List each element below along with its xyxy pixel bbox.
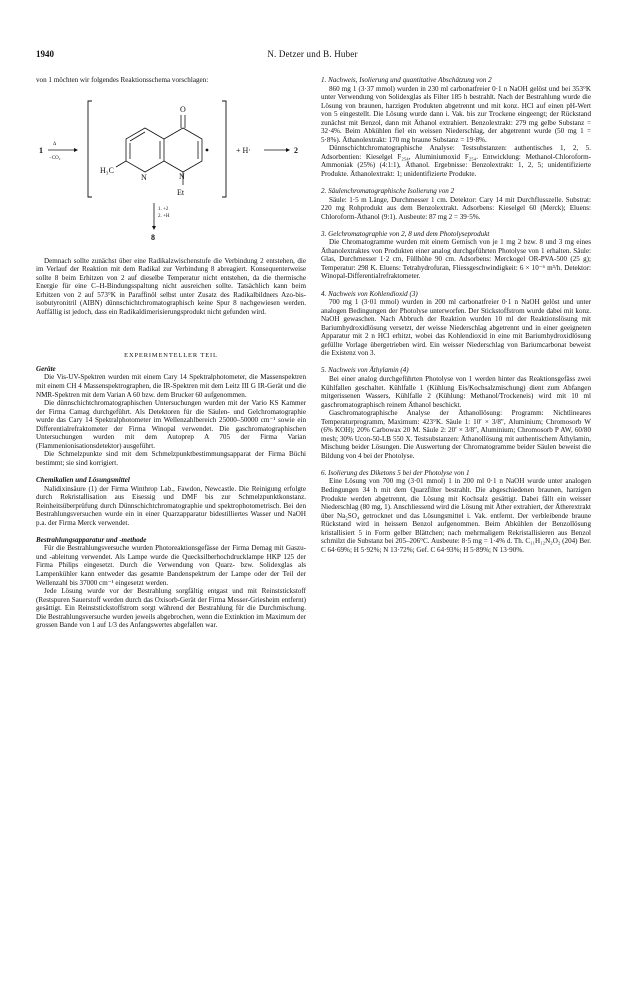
section-2-title: 2. Säulenchromatographische Isolierung von 2 [321, 187, 455, 196]
scheme-atom-h3c: H₃C [100, 165, 114, 175]
section-6-title: 6. Isolierung des Diketons 5 bei der Photolyse von 1 [321, 468, 470, 477]
chemikalien-paragraph: Nalidixinsäure (1) der Firma Winthrop Lab., Fawdon, Newcastle. Die Reinigung erfolgte durch Rekristallisation aus Eisessig und DMF bis zur Schmelzpunktkonstanz. Reinheitsüberprüfung durch Dünnschichtchromatographie und spektrophotometrisch. Bei den Bestrahlungsversuchen wurde ein in einer Quarzapparatur bidestilliertes Wasser und NaOH p.a. der Firma Merck verwendet. [36, 484, 306, 527]
scheme-result-label: 8 [151, 232, 155, 241]
scheme-product-label: 2 [294, 145, 298, 155]
geraete-title: Geräte [36, 364, 56, 373]
discussion-paragraph: Demnach sollte zunächst über eine Radikalzwischenstufe die Verbindung 2 entstehen, die im Verlauf der Reaktion mit dem Radikal zur Verbindung 8 abreagiert. Konsequenterweise sollte 8 beim Erhitzen von 2 auf dieselbe Temperatur nicht entstehen, da die thermische Energie für eine C–H-Bindungsspaltung nicht ausreichen sollte. Tatsächlich kann beim Erhitzen von 2 auf 573°K in Paraffinöl selbst unter Zusatz des Radikalbildners Azo-bis-isobutyronitril (AIBN) dünnschichtchromatographisch keine Spur 8 nachgewiesen werden. Auffällig ist jedoch, dass ein Radikaldimerisierungsprodukt nicht gefunden wird. [36, 256, 306, 316]
chemikalien-title: Chemikalien und Lösungsmittel [36, 475, 130, 484]
scheme-arrow1-bottom: −CO₂ [49, 155, 61, 161]
reaction-scheme-drawing [36, 93, 306, 241]
running-authors: N. Detzer und B. Huber [267, 49, 358, 59]
left-column [36, 76, 306, 630]
scheme-plus-h: + H· [236, 145, 251, 155]
scheme-down-label-2: 2. +H [158, 213, 170, 219]
scheme-arrow1-top: Δ [53, 141, 57, 147]
naphthyridinone-skeleton [116, 115, 202, 185]
section-5-paragraph-2: Gaschromatographische Analyse der Äthanollösung: Programm: Nichtlineares Temperaturprogramm, Maximum: 423°K. Säule 1: 10′ × 3/8″, Aluminium; Chromosorb W (6% KOH); 20% Carbowax 20 M. Säule 2: 20′ × 3/8″, Aluminium; Chromosorb P AW, 60/80 mesh; 30% Ucon-50-LB 550 X. Testsubstanzen: Äthanollösung mit authentischem Äthylamin, Mischung beider Lösungen. Die Auswertung der Chromatogramme beider Säulen beweist die Bildung von 4 bei der Photolyse. [321, 409, 591, 460]
experimental-heading: EXPERIMENTELLER TEIL [124, 352, 218, 360]
geraete-paragraph-2: Die dünnschichtchromatographischen Untersuchungen wurden mit der Vario KS Kammer der Firma Camag durchgeführt. Als Detektoren für die Säulen- und Gelchromatographie wurde das Cary 14 Spektralphotometer im Wellenzahlbereich 25000–50000 cm⁻¹ sowie ein Differentialrefraktometer der Firma Winopal verwendet. Die gaschromatographischen Untersuchungen wurden mit dem Autoprep A 705 der Firma Varian (Flammenionisationsdetektor) ausgeführt. [36, 399, 306, 450]
section-5-title: 5. Nachweis von Äthylamin (4) [321, 366, 409, 375]
section-4-title: 4. Nachweis von Kohlendioxid (3) [321, 289, 418, 298]
scheme-atom-o: O [180, 104, 186, 114]
geraete-paragraph-3: Die Schmelzpunkte sind mit dem Schmelzpunktbestimmungsapparat der Firma Büchi bestimmt; sie sind korrigiert. [36, 450, 306, 467]
reaction-scheme [36, 93, 306, 241]
scheme-down-label-1: 1. +2 [158, 206, 169, 212]
scheme-start-label: 1 [39, 145, 43, 155]
page-number: 1940 [36, 49, 54, 59]
section-1-paragraph-1: 860 mg 1 (3·37 mmol) wurden in 230 ml carbonatfreier 0·1 n NaOH gelöst und bei 353°K unter Verwendung von Solidexglas als Filter 185 h bestrahlt. Nach der Bestrahlung wurde die Lösung von braunen, harzigen Produkten abgetrennt und mit konz. HCl auf einen pH-Wert von 5 eingestellt. Die Lösung wurde dann i. Vak. bis zur Trockene eingeengt; der Rückstand zunächst mit Benzol, dann mit Äthanol extrahiert. Benzolextrakt: 279 mg gelbe Substanz = 32·4%. Beim Abkühlen fiel ein weissen Niederschlag, der abgetrennt wurde (50 mg 1 = 5·8%). Äthanolextrakt: 170 mg braune Substanz = 19·8%. [321, 84, 591, 144]
section-3-paragraph: Die Chromatogramme wurden mit einem Gemisch von je 1 mg 2 bzw. 8 und 3 mg eines Äthanolextraktes von Produkten einer analog durchgeführten Photolyse von 1 erhalten. Säule: Glas, Durchmesser 1·2 cm, Füllhöhe 90 cm. Adsorbens: Merckogel OR-PVA-500 (25 g); Temperatur: 298 K. Eluens: Tetrahydrofuran, Fliessgeschwindigkeit: 6 × 10⁻⁶ m³/h. Detektor: Winopal-Differentialrefraktometer. [321, 238, 591, 281]
section-6-paragraph: Eine Lösung von 700 mg (3·01 mmol) 1 in 200 ml 0·1 n NaOH wurde unter analogen Bedingungen 34 h mit dem Quarzfilter bestrahlt. Die abgeschiedenen braunen, harzigen Produkte werden abgetrennt, die Lösung mit Kochsalz gesättigt. Dabei fällt ein weisser Niederschlag (80 mg, 1). Anschliessend wird die Lösung mit Äther extrahiert, der Ätherextrakt über Na₂SO₄ getrocknet und das Lösungsmittel i. Vak. entfernt. Der verbleibende braune Rückstand wird in heissem Benzol aufgenommen. Beim Abkühlen der Benzollösung kristallisiert 5 in Form gelber Blättchen; nach mehrmaligem Rekristallisieren aus Benzol schmilzt die Substanz bei 205–206°C. Ausbeute: 8·5 mg = 1·4% d. Th. C₁₁H₁₂N₂O₂ (204) Ber. C 64·69%; H 5·92%; N 13·72%; Gef. C 64·93%; H 5·89%; N 13·90%. [321, 477, 591, 554]
bestrahlung-paragraph-2: Jede Lösung wurde vor der Bestrahlung sorgfältig entgast und mit Reinststickstoff (Restspuren Sauerstoff werden durch das Oxisorb-Gerät der Firma Messer-Griesheim entfernt) gesättigt. Ein Reinststickstoffstrom sorgt während der Bestrahlung für die Durchmischung. Die Bestrahlungsversuche wurden jeweils abgebrochen, wenn die Extinktion im Maximum der grossen Bande von 1 auf 1/3 des Anfangswertes abgefallen war. [36, 587, 306, 630]
bestrahlung-paragraph-1: Für die Bestrahlungsversuche wurden Photoreaktionsgefässe der Firma Demag mit Gaszu- und -ableitung verwendet. Als Lampe wurde die Quecksilberhochdrucklampe HKP 125 der Firma Philips eingesetzt. Durch die Verwendung von Quarz- bzw. Solidexglas als Lampenkühler kann entweder das gesamte Bandenspektrum der Lampe oder der Teil der Wellenzahl bis 37000 cm⁻¹ eingesetzt werden. [36, 544, 306, 587]
bestrahlung-title: Bestrahlungsapparatur und -methode [36, 535, 147, 544]
scheme-atom-et: Et [177, 187, 185, 197]
section-3-title: 3. Gelchromatographie von 2, 8 und dem Photolyseprodukt [321, 229, 490, 238]
scheme-atom-n2: N [179, 171, 185, 181]
right-column [321, 76, 591, 554]
section-1-paragraph-2: Dünnschichtchromatographische Analyse: Testsubstanzen: authentisches 1, 2, 5. Adsorbentien: Kieselgel F₂₅₄, Aluminiumoxid F₂₅₄. Entwicklung: Methanol-Chloroform-Ammoniak (25%) (4:1:1), Äthanol. Ergebnisse: Benzolextrakt: 1, 2, 5; unidentifizierte Produkte. Äthanolextrakt: 1; unidentifizierte Produkte. [321, 144, 591, 179]
scheme-atom-n1: N [141, 172, 147, 182]
intro-paragraph: von 1 möchten wir folgendes Reaktionsschema vorschlagen: [36, 76, 209, 84]
section-5-paragraph-1: Bei einer analog durchgeführten Photolyse von 1 werden hinter das Reaktionsgefäss zwei Kühlfallen geschaltet. Kühlfalle 1 (Kühlung Eis/Kochsalzmischung) dient zum Abfangen mitgerissenen Wassers, Kühlfalle 2 (Kühlung: Methanol/Trockeneis) wird mit 10 ml gaschromatographisch reinem Äthanol beschickt. [321, 374, 591, 409]
geraete-paragraph-1: Die Vis-UV-Spektren wurden mit einem Cary 14 Spektralphotometer, die Massenspektren mit einem CH 4 Massenspektrographen, die IR-Spektren mit dem Leitz III G IR-Gerät und die NMR-Spektren mit dem Varian A 60 bzw. dem Brucker 60 aufgenommen. [36, 373, 306, 399]
running-header [36, 49, 589, 63]
section-1-title: 1. Nachweis, Isolierung und quantitative Abschätzung von 2 [321, 76, 492, 84]
section-2-paragraph: Säule: 1·5 m Länge, Durchmesser 1 cm. Detektor: Cary 14 mit Durchflusszelle. Substrat: 220 mg Rohprodukt aus dem Benzolextrakt. Adsorbens: Kieselgel 60 (Merck); Eluens: Chloroform-Äthanol (9:1). Ausbeute: 87 mg 2 = 39·5%. [321, 195, 591, 221]
section-4-paragraph: 700 mg 1 (3·01 mmol) wurden in 200 ml carbonatfreier 0·1 n NaOH gelöst und unter analogen Bedingungen der Photolyse unterworfen. Der Stickstoffstrom wurde dabei mit konz. NaOH gewaschen. Nach Abbruch der Reaktion wurden 10 ml der Reaktionslösung mit Bariumhydroxidlösung versetzt, der weisse Niederschlag abgetrennt und in einer geeigneten Apparatur mit 2 n HCl erhitzt, wobei das Kohlendioxid in eine mit Bariumhydroxidlösung gefüllte Vorlage übergetrieben wird. Ein weisser Niederschlag von Bariumcarbonat beweist die Existenz von 3. [321, 298, 591, 358]
